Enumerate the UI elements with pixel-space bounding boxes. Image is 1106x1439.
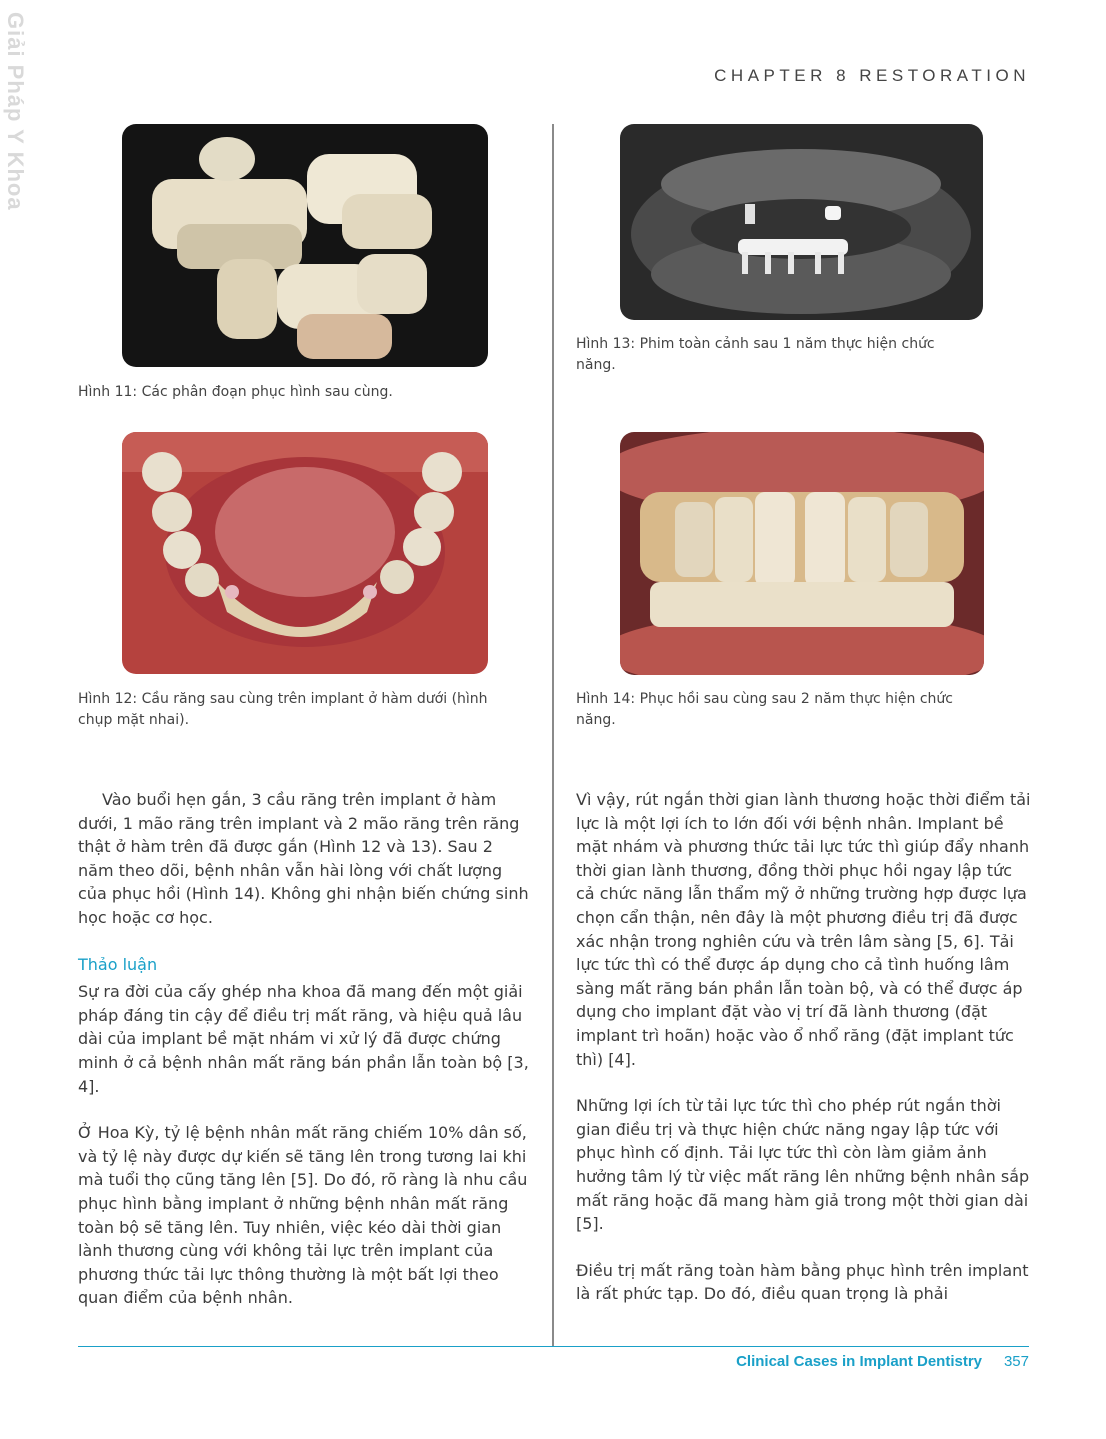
figure-12-caption: Hình 12: Cầu răng sau cùng trên implant ở hàm dưới (hình chụp mặt nhai).: [78, 691, 488, 728]
discussion-paragraph-1: Sự ra đời của cấy ghép nha khoa đã mang đến một giải pháp đáng tin cậy để điều trị mất răng, và hiệu quả lâu dài của implant bề mặt nhám vi xử lý đã được chứng minh ở cả bệnh nhân mất răng bán phần lẫn toàn bộ [3, 4].: [78, 982, 529, 1096]
right-paragraph-1: Vì vậy, rút ngắn thời gian lành thương hoặc thời điểm tải lực là một lợi ích to lớn đối với bệnh nhân. Implant bề mặt nhám và phương thức tải lực tức thì giúp đẩy nhanh thời gian lành thương, đồng thời phục hồi ngay lập tức cả chức năng lẫn thẩm mỹ ở những trường hợp được lựa chọn cẩn thận, nên đây là một phương điều trị đã được xác nhận trong nghiên cứu và trên lâm sàng [5, 6]. Tải lực tức thì có thể được áp dụng cho cả tình huống lâm sàng mất răng bán phần lẫn toàn bộ, và có thể được áp dụng cho implant đặt vào vị trí đã lành thương (đặt implant trì hoãn) hoặc vào ổ nhổ răng (đặt implant tức thì) [4].: [576, 790, 1031, 1069]
figure-13-caption: Hình 13: Phim toàn cảnh sau 1 năm thực hiện chức năng.: [576, 336, 935, 373]
discussion-paragraph-2: Ở Hoa Kỳ, tỷ lệ bệnh nhân mất răng chiếm 10% dân số, và tỷ lệ này được dự kiến sẽ tăng lên trong tương lai khi mà tuổi thọ cũng tăng lên [5]. Do đó, rõ ràng là nhu cầu phục hình bằng implant ở những bệnh nhân mất răng toàn bộ sẽ tăng lên. Tuy nhiên, việc kéo dài thời gian lành thương cùng với không tải lực trên implant của phương thức tải lực thông thường là một bất lợi theo quan điểm của bệnh nhân.: [78, 1123, 528, 1308]
watermark: Giải Pháp Y Khoa: [3, 12, 28, 211]
figure-13-xray: [620, 124, 983, 320]
column-divider: [552, 124, 554, 1346]
left-column-text: [78, 788, 530, 1333]
right-column-text: [576, 788, 1032, 1329]
figure-11-caption: Hình 11: Các phân đoạn phục hình sau cùng.: [78, 384, 393, 400]
right-paragraph-2: Những lợi ích từ tải lực tức thì cho phép rút ngắn thời gian điều trị và thực hiện chức năng ngay lập tức với phục hình cố định. Tải lực tức thì còn làm giảm ảnh hưởng tâm lý từ việc mất răng lên những bệnh nhân sắp mất răng hoặc đã mang hàm giả trong một thời gian dài [5].: [576, 1096, 1030, 1234]
page-number: 357: [1003, 1353, 1029, 1370]
right-paragraph-3: Điều trị mất răng toàn hàm bằng phục hình trên implant là rất phức tạp. Do đó, điều quan trọng là phải: [576, 1260, 1029, 1304]
intro-paragraph: Vào buổi hẹn gắn, 3 cầu răng trên implant ở hàm dưới, 1 mão răng trên implant và 2 mão răng trên răng thật ở hàm trên đã được gắn (Hình 12 và 13). Sau 2 năm theo dõi, bệnh nhân vẫn hài lòng với chất lượng của phục hồi (Hình 14). Không ghi nhận biến chứng sinh học hoặc cơ học.: [78, 790, 529, 927]
footer-rule: [78, 1346, 1029, 1347]
figure-14-caption: Hình 14: Phục hồi sau cùng sau 2 năm thực hiện chức năng.: [576, 691, 954, 728]
discussion-heading: Thảo luận: [78, 954, 158, 974]
chapter-header: CHAPTER 8 RESTORATION: [714, 66, 1030, 85]
figure-11-photo: [122, 124, 488, 367]
footer-book-title: Clinical Cases in Implant Dentistry: [736, 1353, 982, 1370]
figure-12-photo: [122, 432, 488, 674]
figure-14-photo: [620, 432, 984, 675]
